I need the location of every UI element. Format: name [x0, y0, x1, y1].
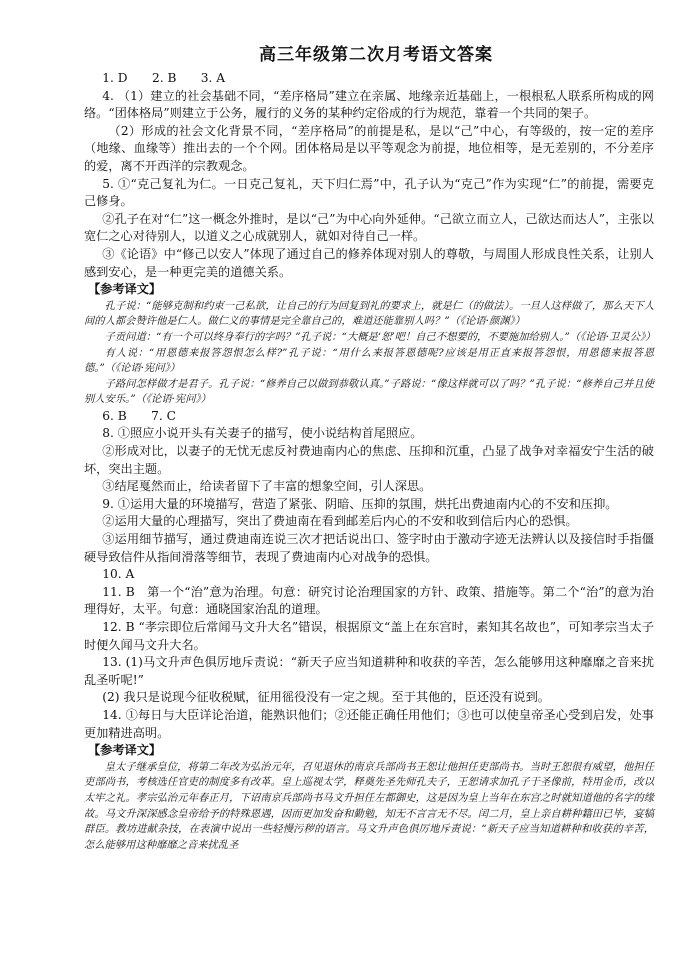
answer-paragraph: ②形成对比，以妻子的无忧无虑反衬费迪南内心的焦虑、压抑和沉重，凸显了战争对幸福安宁生活的破坏，突出主题。 — [84, 444, 654, 476]
answer-paragraph: ②运用大量的心理描写，突出了费迪南在看到邮差后内心的不安和收到信后内心的恐惧。 — [102, 514, 578, 529]
answer-paragraph: ③《论语》中“修己以安人”体现了通过自己的修养体现对别人的尊敬，与周围人形成良性关系，让别人感到安心，是一种更完美的道德关系。 — [84, 246, 654, 279]
answer-paragraph: 10. A — [102, 567, 135, 582]
answer-paragraph: 5. ①“克己复礼为仁。一日克己复礼，天下归仁焉”中，孔子认为“克己”作为实现“仁”的前提，需要克己修身。 — [84, 176, 654, 209]
answer-paragraph: 6. B 7. C — [102, 408, 176, 423]
translation-paragraph: 皇太子继承皇位，将第二年改为弘治元年，召见退休的南京兵部尚书王恕让他担任吏部尚书。当时王恕很有威望，他担任吏部尚书，考核选任官吏的制度多有改革。皇上巡视太学，释奠先圣先师孔夫子，王恕请求加孔子于圣像前，特用金币，改以太牢之礼。孝宗弘治元年春正月，下诏南京兵部尚书马文升担任左都御史，这是因为皇上当年在东宫之时就知道他的名字的缘故。马文升深深感念皇帝给予的特殊恩遇，因而更加发奋和勤勉，知无不言言无不尽。闰二月，皇上亲自耕种籍田已毕，宴犒群臣。教坊进献杂技，在表演中说出一些轻慢污秽的语言。马文升声色俱厉地斥责说：“新天子应当知道耕种和收获的辛苦，怎么能够用这种靡靡之音来扰乱圣 — [84, 760, 654, 851]
section-label: 【参考译文】 — [88, 743, 162, 758]
document-body — [84, 70, 654, 853]
translation-paragraph: 有人说：“用恩德来报答怨恨怎么样?”孔子说：“用什么来报答恩德呢?应该是用正直来报答怨恨，用恩德来报答恩德。”（《论语·宪问》） — [84, 346, 654, 375]
answer-paragraph: ③运用细节描写，通过费迪南连说三次才把话说出口、签字时由于激动字迹无法辨认以及接信时手指僵硬导致信件从指间滑落等细节，表现了费迪南内心对战争的恐惧。 — [84, 532, 654, 564]
translation-paragraph: 子贡问道：“有一个可以终身奉行的字吗？”孔子说：“大概是‘恕’吧！自己不想要的，不要施加给别人。”（《论语·卫灵公》） — [104, 330, 656, 343]
page-title: 高三年级第二次月考语文答案 — [259, 45, 493, 65]
answer-paragraph: （2）形成的社会文化背景不同，“差序格局”的前提是私，是以“己”中心，有等级的，按一定的差序（地缘、血缘等）推出去的一个个网。团体格局是以平等观念为前提，地位相等，是无差别的，不分差序的爱，离不开西洋的宗教观念。 — [84, 123, 654, 173]
translation-paragraph: 孔子说：“能够克制和约束一己私欲，让自己的行为回复到礼的要求上，就是仁（的做法）。一旦人这样做了，那么天下人间的人都会赞许他是仁人。做仁义的事情是完全靠自己的，难道还能靠别人吗？”（《论语·颜渊》） — [84, 299, 654, 328]
answer-paragraph: 4. （1）建立的社会基础不同，“差序格局”建立在亲属、地缘亲近基础上，一根根私人联系所构成的网络。“团体格局”则建立于公务，履行的义务的某种约定俗成的行为规范，靠着一个共同的架子。 — [84, 88, 654, 121]
answer-paragraph: (2) 我只是说现今征收税赋，征用徭役没有一定之规。至于其他的，臣还没有说到。 — [102, 690, 550, 705]
answer-paragraph: 8. ①照应小说开头有关妻子的描写，使小说结构首尾照应。 — [102, 426, 423, 441]
answer-paragraph: 13. (1)马文升声色俱厉地斥责说：“新天子应当知道耕种和收获的辛苦，怎么能够用这种靡靡之音来扰乱圣听呢!” — [84, 655, 654, 687]
answer-paragraph: 14. ①每日与大臣详论治道，能熟识他们；②还能正确任用他们；③也可以使皇帝圣心受到启发，处事更加精进高明。 — [84, 707, 654, 740]
answer-paragraph: 11. B 第一个“治”意为治理。句意：研究讨论治理国家的方针、政策、措施等。第二个“治”的意为治理得好，太平。句意：通晓国家治乱的道理。 — [84, 584, 654, 617]
answer-paragraph: ③结尾戛然而止，给读者留下了丰富的想象空间，引人深思。 — [102, 479, 432, 494]
answer-paragraph: ②孔子在对“仁”这一概念外推时，是以“己”为中心向外延伸。“己欲立而立人，己欲达而达人”，主张以宽仁之心对待别人，以道义之心成就别人，就如对待自己一样。 — [84, 211, 654, 244]
answer-paragraph: 12. B “孝宗即位后常闻马文升大名”错误，根据原文“盖上在东宫时，素知其名故也”，可知孝宗当太子时便久闻马文升大名。 — [84, 620, 654, 652]
section-label: 【参考译文】 — [88, 282, 162, 297]
answer-paragraph: 9. ①运用大量的环境描写，营造了紧张、阴暗、压抑的氛围，烘托出费迪南内心的不安和压抑。 — [102, 496, 618, 511]
answer-paragraph: 1. D 2. B 3. A — [102, 71, 226, 85]
translation-paragraph: 子路问怎样做才是君子。孔子说：“修养自己以做到恭敬认真。”子路说：“像这样就可以了吗？”孔子说：“修养自己并且使别人安乐。”（《论语·宪问》） — [84, 377, 654, 406]
